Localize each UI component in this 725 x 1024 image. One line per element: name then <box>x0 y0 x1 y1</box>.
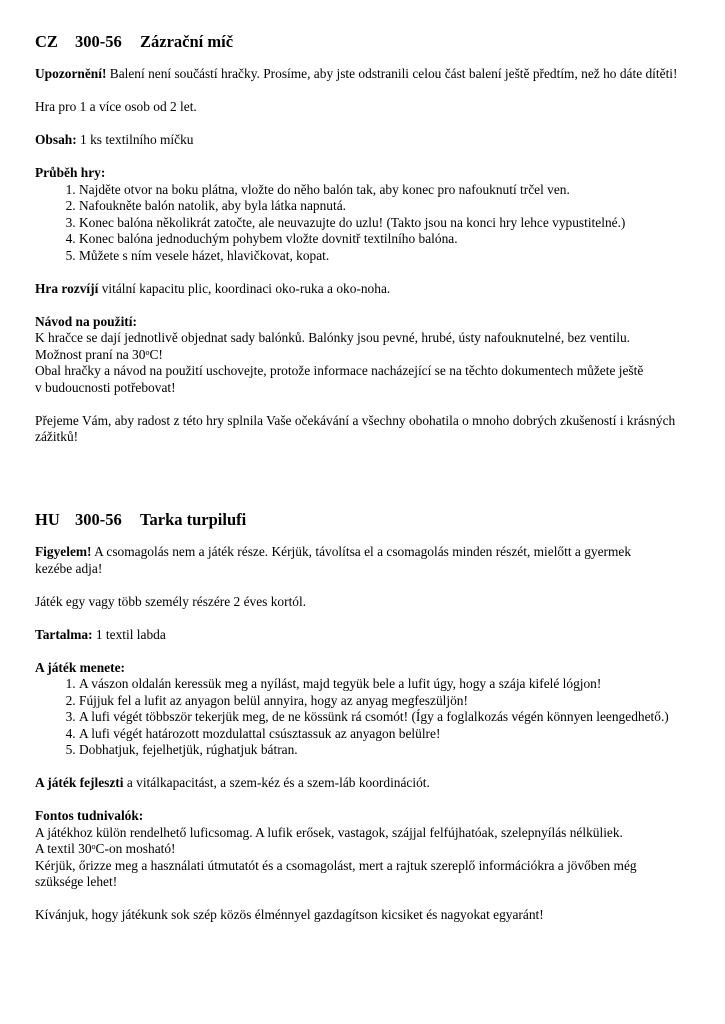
cz-language-code: CZ <box>35 32 58 51</box>
hu-develops-label: A játék fejleszti <box>35 775 124 790</box>
hu-section <box>35 510 695 924</box>
hu-warning-label: Figyelem! <box>35 544 92 559</box>
hu-warning <box>35 544 665 577</box>
list-item: 4. A lufi végét határozott mozdulattal csúsztassuk az anyagon belülre! <box>79 726 695 743</box>
cz-usage-line-1: K hračce se dají jednotlivě objednat sady balónků. Balónky jsou pevné, hrubé, ústy nafouknutelné, bez ventilu. <box>35 330 630 345</box>
hu-howto-label: A játék menete: <box>35 659 125 675</box>
cz-players: Hra pro 1 a více osob od 2 let. <box>35 99 197 114</box>
cz-product-number: 300-56 <box>75 32 122 51</box>
hu-product-number: 300-56 <box>75 510 122 529</box>
hu-heading <box>35 510 695 530</box>
cz-section <box>35 32 695 446</box>
hu-contents-text: 1 textil labda <box>92 626 166 642</box>
hu-usage-line-3: Kérjük, őrizze meg a használati útmutatót és a csomagolást, mert a rajtuk szereplő információkra a jövőben még szüksége lehet! <box>35 857 637 889</box>
list-item: 1. A vászon oldalán keressük meg a nyílást, majd tegyük bele a lufit úgy, hogy a szája kifelé lógjon! <box>79 676 695 693</box>
hu-closing: Kívánjuk, hogy játékunk sok szép közös élménnyel gazdagítson kicsiket és nagyokat egyaránt! <box>35 907 544 922</box>
cz-usage-label: Návod na použití: <box>35 313 137 329</box>
hu-usage-line-1: A játékhoz külön rendelhető luficsomag. A lufik erősek, vastagok, szájjal felfújhatóak, szelepnyílás nélküliek. <box>35 824 623 840</box>
list-item: 4. Konec balóna jednoduchým pohybem vložte dovnitř textilního balóna. <box>79 231 695 248</box>
list-item: 1. Najděte otvor na boku plátna, vložte do něho balón tak, aby konec pro nafouknutí trčel ven. <box>79 182 695 199</box>
hu-players: Játék egy vagy több személy részére 2 éves kortól. <box>35 593 307 609</box>
cz-contents <box>35 132 695 149</box>
cz-product-title: Zázrační míč <box>140 32 234 51</box>
cz-usage-line-2: Možnost praní na 30$^o$C! <box>35 346 163 362</box>
cz-howto-label: Průběh hry: <box>35 165 106 180</box>
hu-usage-label: Fontos tudnivalók: <box>35 808 144 823</box>
list-item: 2. Nafoukněte balón natolik, aby byla látka napnutá. <box>79 198 695 215</box>
hu-product-title: Tarka turpilufi <box>140 510 247 529</box>
cz-develops-text: vitální kapacitu plic, koordinaci oko-ruka a oko-noha. <box>98 280 391 296</box>
cz-develops-label: Hra rozvíjí <box>35 280 99 296</box>
cz-usage-line-3: Obal hračky a návod na použití uschovejte, protože informace nacházející se na těchto dokumentech můžete ještě v budoucnosti potřebovat! <box>35 363 644 395</box>
list-item: 5. Můžete s ním vesele házet, hlavičkovat, kopat. <box>79 248 695 265</box>
cz-contents-text: 1 ks textilního míčku <box>76 132 194 147</box>
hu-contents <box>35 627 695 644</box>
hu-contents-label: Tartalma: <box>35 626 93 642</box>
hu-develops <box>35 775 695 792</box>
list-item: 3. A lufi végét többször tekerjük meg, de ne kössünk rá csomót! (Így a foglalkozás végén könnyen leengedhető.) <box>79 709 695 726</box>
cz-contents-label: Obsah: <box>35 132 77 147</box>
cz-warning <box>35 66 695 83</box>
hu-usage-line-2: A textil 30$^o$C-on mosható! <box>35 841 176 856</box>
list-item: 5. Dobhatjuk, fejelhetjük, rúghatjuk bátran. <box>79 742 695 759</box>
list-item: 3. Konec balóna několikrát zatočte, ale neuvazujte do uzlu! (Takto jsou na konci hry lehce vypustitelné.) <box>79 215 695 232</box>
hu-steps-list <box>35 676 695 759</box>
cz-warning-label: Upozornění! <box>35 66 107 81</box>
cz-warning-text: Balení není součástí hračky. Prosíme, aby jste odstranili celou část balení ještě předtím, než ho dáte dítěti! <box>106 66 678 81</box>
cz-steps-list <box>35 182 695 265</box>
cz-develops <box>35 281 695 298</box>
hu-language-code: HU <box>35 510 60 529</box>
cz-heading <box>35 32 695 52</box>
cz-closing: Přejeme Vám, aby radost z této hry splnila Vaše očekávání a všechny obohatila o mnoho dobrých zkušeností i krásných zážitků! <box>35 412 676 444</box>
hu-develops-text: a vitálkapacitást, a szem-kéz és a szem-láb koordinációt. <box>123 775 430 790</box>
hu-warning-text: A csomagolás nem a játék része. Kérjük, távolítsa el a csomagolás minden részét, mielőtt a gyermek kezébe adja! <box>35 544 632 576</box>
list-item: 2. Fújjuk fel a lufit az anyagon belül annyira, hogy az anyag megfeszüljön! <box>79 693 695 710</box>
